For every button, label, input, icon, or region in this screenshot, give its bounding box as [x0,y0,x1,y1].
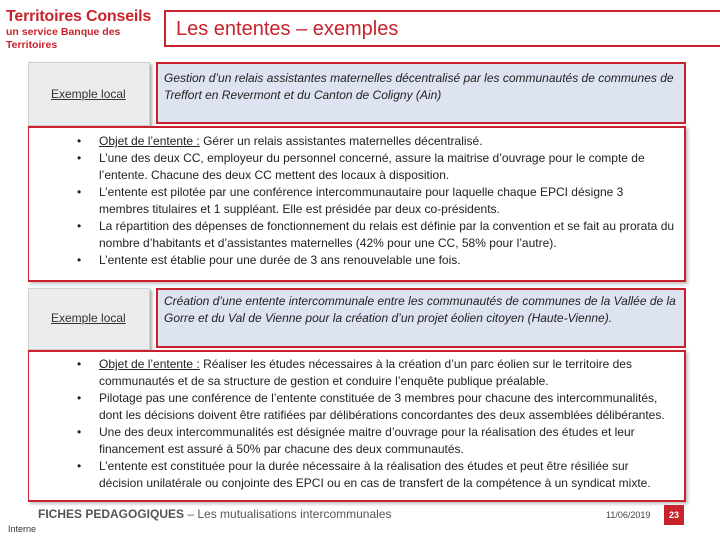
bullet-icon: • [77,185,82,199]
bullet-icon: • [77,357,82,371]
bullet-icon: • [77,253,82,267]
example-2-label: Exemple local [51,311,126,325]
bullet-icon: • [77,391,82,405]
bullet-icon: • [77,151,82,165]
bullet-text: Pilotage pas une conférence de l’entente constituée de 3 membres pour chacune des intercommunalités, dont les décisions doivent être ratifiées par délibérations concordantes des deux assemblées délibérantes. [99,391,665,422]
bullet-text: L’entente est établie pour une durée de 3 ans renouvelable une fois. [99,253,461,267]
example-2-panel [28,288,150,350]
example-1-panel [28,62,150,126]
example-2-bullets-box [28,350,686,502]
bullet-lead: Objet de l’entente : [99,357,200,371]
bullet-text: Gérer un relais assistantes maternelles décentralisé. [199,134,483,148]
bullet-text: L’une des deux CC, employeur du personnel concerné, assure la maitrise d’ouvrage pour le compte de l’entente. Chacune des deux CC mettent des locaux à disposition. [99,151,645,182]
bullet-text: La répartition des dépenses de fonctionnement du relais est définie par la convention et se fait au prorata du nombre d’habitants et d’assistantes maternelles (42% pour une CC, 58% pour l’autre). [99,219,675,250]
bullet-lead: Objet de l’entente : [99,134,200,148]
footer-date: 11/06/2019 [606,510,651,520]
bullet-text: Réaliser les études nécessaires à la création d’un parc éolien sur le territoire des communautés et de sa structure de gestion et conduire l’enquête publique préalable. [99,357,632,388]
footer-title-bold: FICHES PEDAGOGIQUES [38,507,185,521]
example-2-description: Création d’une entente intercommunale entre les communautés de communes de la Vallée de la Gorre et du Val de Vienne pour la création d’un projet éolien citoyen (Haute-Vienne). [156,288,686,348]
bullet-text: L’entente est pilotée par une conférence intercommunautaire pour laquelle chaque EPCI désigne 3 membres titulaires et 1 suppléant. Elle est présidée par deux co-présidents. [99,185,624,216]
list-item [29,184,684,218]
page-title: Les ententes – exemples [176,18,399,40]
example-1-bullet-list [29,133,684,269]
bullet-text: Une des deux intercommunalités est désignée maitre d’ouvrage pour la réalisation des études et leur financement est assuré à 50% par chacune des deux communautés. [99,425,635,456]
logo-subtitle: un service Banque des Territoires [6,26,121,51]
bullet-icon: • [77,219,82,233]
list-item [29,150,684,184]
list-item [29,390,684,424]
list-item [29,218,684,252]
logo-title: Territoires Conseils [6,8,152,25]
footer-title-rest: – Les mutualisations intercommunales [184,507,392,521]
list-item [29,458,684,492]
logo [6,8,166,52]
classification-label: Interne [8,524,37,534]
footer-title [38,507,391,521]
page-number: 23 [664,505,684,525]
example-1-bullets-box [28,126,686,282]
example-1-description: Gestion d’un relais assistantes maternelles décentralisé par les communautés de communes de Treffort en Revermont et du Canton de Coligny (Ain) [156,62,686,124]
bullet-icon: • [77,134,82,148]
example-2-bullet-list [29,356,684,492]
bullet-icon: • [77,459,82,473]
title-box [164,10,720,47]
example-1-label: Exemple local [51,87,126,101]
list-item [29,252,684,269]
bullet-icon: • [77,425,82,439]
bullet-text: L’entente est constituée pour la durée nécessaire à la réalisation des études et peut être résiliée sur décision unilatérale ou conjointe des EPCI ou en cas de transfert de la compétence à un syndicat mixte. [99,459,651,490]
list-item [29,133,684,150]
list-item [29,356,684,390]
list-item [29,424,684,458]
